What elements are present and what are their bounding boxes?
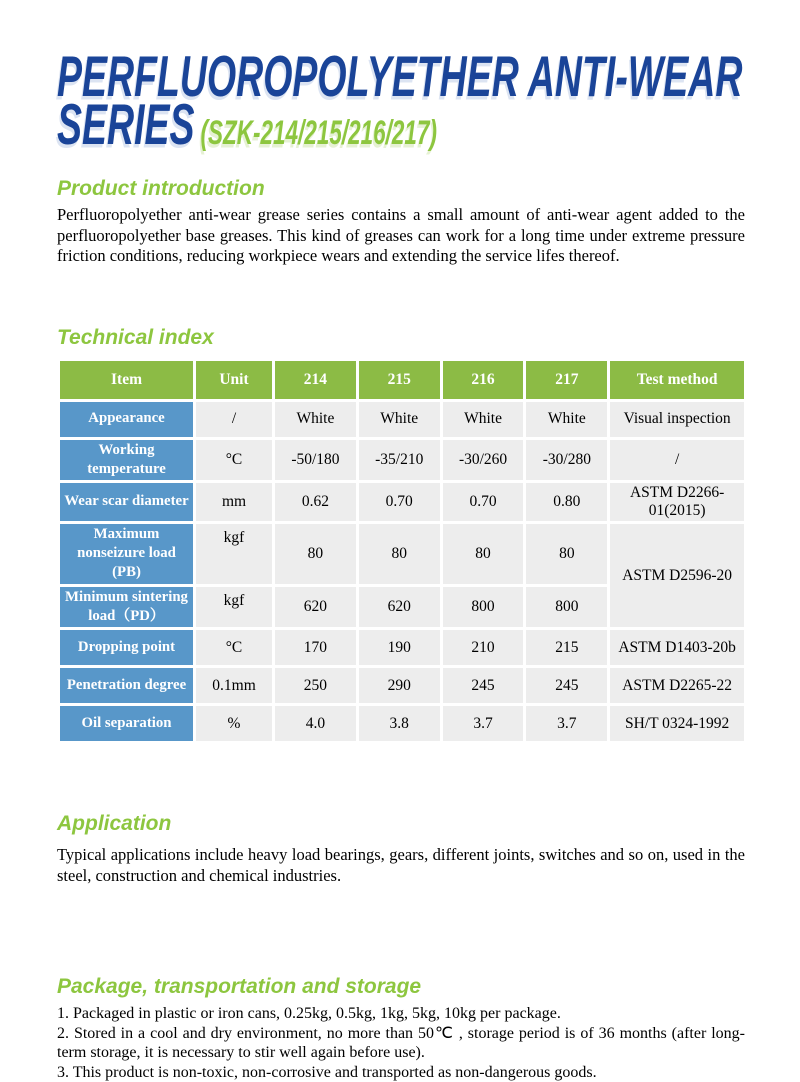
table-row <box>59 705 746 743</box>
value-cell: 170 <box>274 629 358 667</box>
item-cell: Appearance <box>59 400 195 438</box>
table-header-cell: 216 <box>441 359 525 400</box>
value-cell: 620 <box>274 585 358 628</box>
value-cell: White <box>525 400 609 438</box>
test-method-cell: ASTM D1403-20b <box>609 629 746 667</box>
value-cell: 620 <box>357 585 441 628</box>
package-list <box>57 1004 745 1082</box>
value-cell: 80 <box>525 522 609 585</box>
test-method-cell: ASTM D2596-20 <box>609 522 746 628</box>
item-cell: Penetration degree <box>59 667 195 705</box>
value-cell: White <box>274 400 358 438</box>
value-cell: White <box>441 400 525 438</box>
value-cell: 245 <box>441 667 525 705</box>
section-heading-product-introduction: Product introduction <box>57 177 265 200</box>
value-cell: 3.7 <box>441 705 525 743</box>
table-row <box>59 629 746 667</box>
unit-cell: kgf <box>195 585 274 628</box>
value-cell: 0.62 <box>274 481 358 522</box>
value-cell: 0.70 <box>357 481 441 522</box>
table-row <box>59 481 746 522</box>
table-row <box>59 400 746 438</box>
item-cell: Dropping point <box>59 629 195 667</box>
test-method-cell: Visual inspection <box>609 400 746 438</box>
value-cell: -30/260 <box>441 438 525 481</box>
table-header-cell: Unit <box>195 359 274 400</box>
table-header-row <box>59 359 746 400</box>
value-cell: White <box>357 400 441 438</box>
section-heading-technical-index: Technical index <box>57 325 214 349</box>
unit-cell: % <box>195 705 274 743</box>
value-cell: 290 <box>357 667 441 705</box>
test-method-cell: SH/T 0324-1992 <box>609 705 746 743</box>
item-cell: Wear scar diameter <box>59 481 195 522</box>
item-cell: Oil separation <box>59 705 195 743</box>
table-header-row <box>59 359 746 400</box>
title-text-line-2: SERIES <box>57 92 195 157</box>
package-item: 1. Packaged in plastic or iron cans, 0.25kg, 0.5kg, 1kg, 5kg, 10kg per package. <box>57 1005 561 1023</box>
item-cell: Maximum nonseizure load (PB) <box>59 522 195 585</box>
value-cell: -30/280 <box>525 438 609 481</box>
table-header-cell: Test method <box>609 359 746 400</box>
value-cell: 80 <box>274 522 358 585</box>
value-cell: 800 <box>525 585 609 628</box>
series-code: (SZK-214/215/216/217) <box>200 114 437 153</box>
value-cell: 80 <box>357 522 441 585</box>
test-method-cell: / <box>609 438 746 481</box>
package-item: 2. Stored in a cool and dry environment, no more than 50℃ , storage period is of 36 months (after long-term storage, it is necessary to stir well again before use). <box>57 1024 745 1062</box>
value-cell: 250 <box>274 667 358 705</box>
value-cell: -35/210 <box>357 438 441 481</box>
table-row <box>59 667 746 705</box>
value-cell: 245 <box>525 667 609 705</box>
technical-index-table <box>57 358 747 745</box>
table-header-cell: Item <box>59 359 195 400</box>
value-cell: -50/180 <box>274 438 358 481</box>
value-cell: 3.8 <box>357 705 441 743</box>
unit-cell: kgf <box>195 522 274 585</box>
table-header-cell: 217 <box>525 359 609 400</box>
value-cell: 210 <box>441 629 525 667</box>
table-row <box>59 522 746 585</box>
page-title <box>57 44 745 157</box>
title-text-line-1: PERFLUOROPOLYETHER ANTI-WEAR <box>57 44 743 109</box>
value-cell: 3.7 <box>525 705 609 743</box>
page-title-line-2 <box>57 92 573 157</box>
package-item: 3. This product is non-toxic, non-corrosive and transported as non-dangerous goods. <box>57 1063 597 1081</box>
item-cell: Working temperature <box>59 438 195 481</box>
value-cell: 800 <box>441 585 525 628</box>
application-paragraph: Typical applications include heavy load bearings, gears, different joints, switches and so on, used in the steel, construction and chemical industries. <box>57 845 745 885</box>
unit-cell: 0.1mm <box>195 667 274 705</box>
value-cell: 0.80 <box>525 481 609 522</box>
section-heading-package: Package, transportation and storage <box>57 975 422 999</box>
section-heading-application: Application <box>57 812 172 836</box>
test-method-cell: ASTM D2265-22 <box>609 667 746 705</box>
table-body <box>59 400 746 743</box>
unit-cell: °C <box>195 438 274 481</box>
value-cell: 215 <box>525 629 609 667</box>
unit-cell: °C <box>195 629 274 667</box>
unit-cell: / <box>195 400 274 438</box>
unit-cell: mm <box>195 481 274 522</box>
table-header-cell: 215 <box>357 359 441 400</box>
test-method-cell: ASTM D2266-01(2015) <box>609 481 746 522</box>
item-cell: Minimum sintering load（PD） <box>59 585 195 628</box>
value-cell: 190 <box>357 629 441 667</box>
value-cell: 4.0 <box>274 705 358 743</box>
value-cell: 80 <box>441 522 525 585</box>
table-row <box>59 438 746 481</box>
table-header-cell: 214 <box>274 359 358 400</box>
value-cell: 0.70 <box>441 481 525 522</box>
product-introduction-paragraph: Perfluoropolyether anti-wear grease series contains a small amount of anti-wear agent added to the perfluoropolyether base greases. This kind of greases can work for a long time under extreme pressure friction conditions, reducing workpiece wears and extending the service lifes thereof. <box>57 205 745 265</box>
